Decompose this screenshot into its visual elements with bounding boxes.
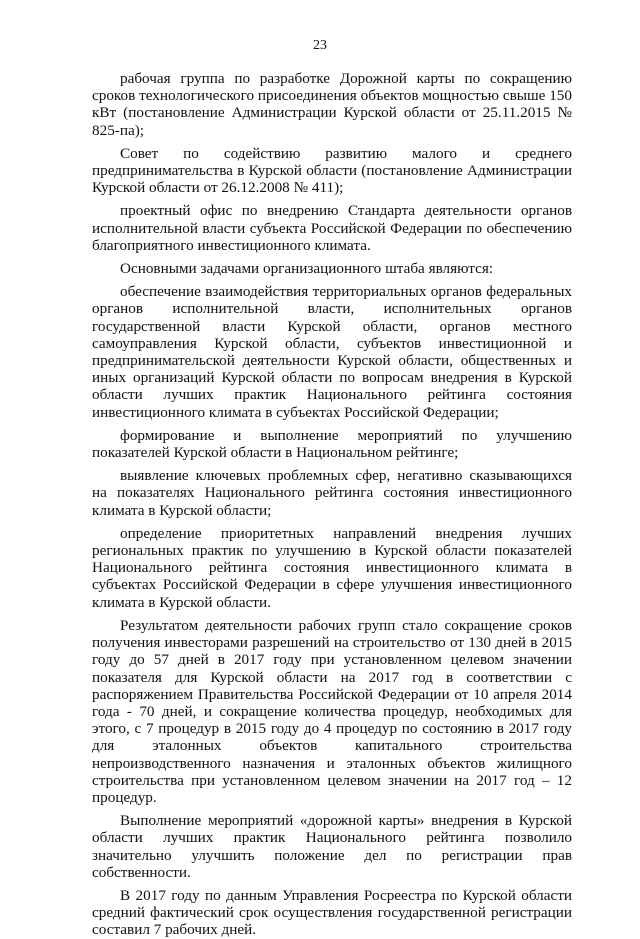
paragraph-interaction: обеспечение взаимодействия территориальных органов федеральных органов исполнительной власти, исполнительных органов государственной власти Курской области, органов местного самоуправления Курской области, субъектов инвестиционной и предпринимательской деятельности Курской области, общественных и иных организаций Курской области по вопросам внедрения в Курской области лучших практик Национального рейтинга состояния инвестиционного климата в субъектах Российской Федерации; bbox=[92, 283, 572, 421]
page-number: 23 bbox=[313, 38, 327, 53]
paragraph-problem-areas: выявление ключевых проблемных сфер, негативно сказывающихся на показателях Национального рейтинга состояния инвестиционного климата в Курской области; bbox=[92, 467, 572, 519]
paragraph-results: Результатом деятельности рабочих групп стало сокращение сроков получения инвесторами разрешений на строительство от 130 дней в 2015 году до 57 дней в 2017 году при установленном целевом значении показателя для Курской области на 2017 год в соответствии с распоряжением Правительства Российской Федерации от 10 апреля 2014 года - 70 дней, и сокращение количества процедур, необходимых для этого, с 7 процедур в 2015 году до 4 процедур по состоянию в 2017 году для эталонных объектов капитального строительства непроизводственного назначения и эталонных объектов жилищного строительства при установленном целевом значении на 2017 год – 12 процедур. bbox=[92, 616, 572, 806]
paragraph-council: Совет по содействию развитию малого и среднего предпринимательства в Курской области (постановление Администрации Курской области от 26.12.2008 № 411); bbox=[92, 144, 572, 197]
paragraph-registration: В 2017 году по данным Управления Росреестра по Курской области средний фактический срок осуществления государственной регистрации составил 7 рабочих дней. bbox=[92, 886, 572, 939]
paragraph-project-office: проектный офис по внедрению Стандарта деятельности органов исполнительной власти субъекта Российской Федерации по обеспечению благоприятного инвестиционного климата. bbox=[92, 202, 572, 254]
paragraph-working-group: рабочая группа по разработке Дорожной карты по сокращению сроков технологического присоединения объектов мощностью свыше 150 кВт (постановление Администрации Курской области от 25.11.2015 № 825-па); bbox=[92, 70, 572, 139]
paragraph-priorities: определение приоритетных направлений внедрения лучших региональных практик по улучшению в Курской области показателей Национального рейтинга состояния инвестиционного климата в субъектах Российской Федерации в сфере улучшения инвестиционного климата в Курской области. bbox=[92, 524, 572, 611]
paragraph-measures: формирование и выполнение мероприятий по улучшению показателей Курской области в Национальном рейтинге; bbox=[92, 426, 572, 462]
paragraph-roadmap: Выполнение мероприятий «дорожной карты» внедрения в Курской области лучших практик Национального рейтинга позволило значительно улучшить положение дел по регистрации прав собственности. bbox=[92, 812, 572, 881]
paragraph-main-tasks: Основными задачами организационного штаба являются: bbox=[120, 260, 494, 278]
body-text bbox=[92, 70, 572, 939]
